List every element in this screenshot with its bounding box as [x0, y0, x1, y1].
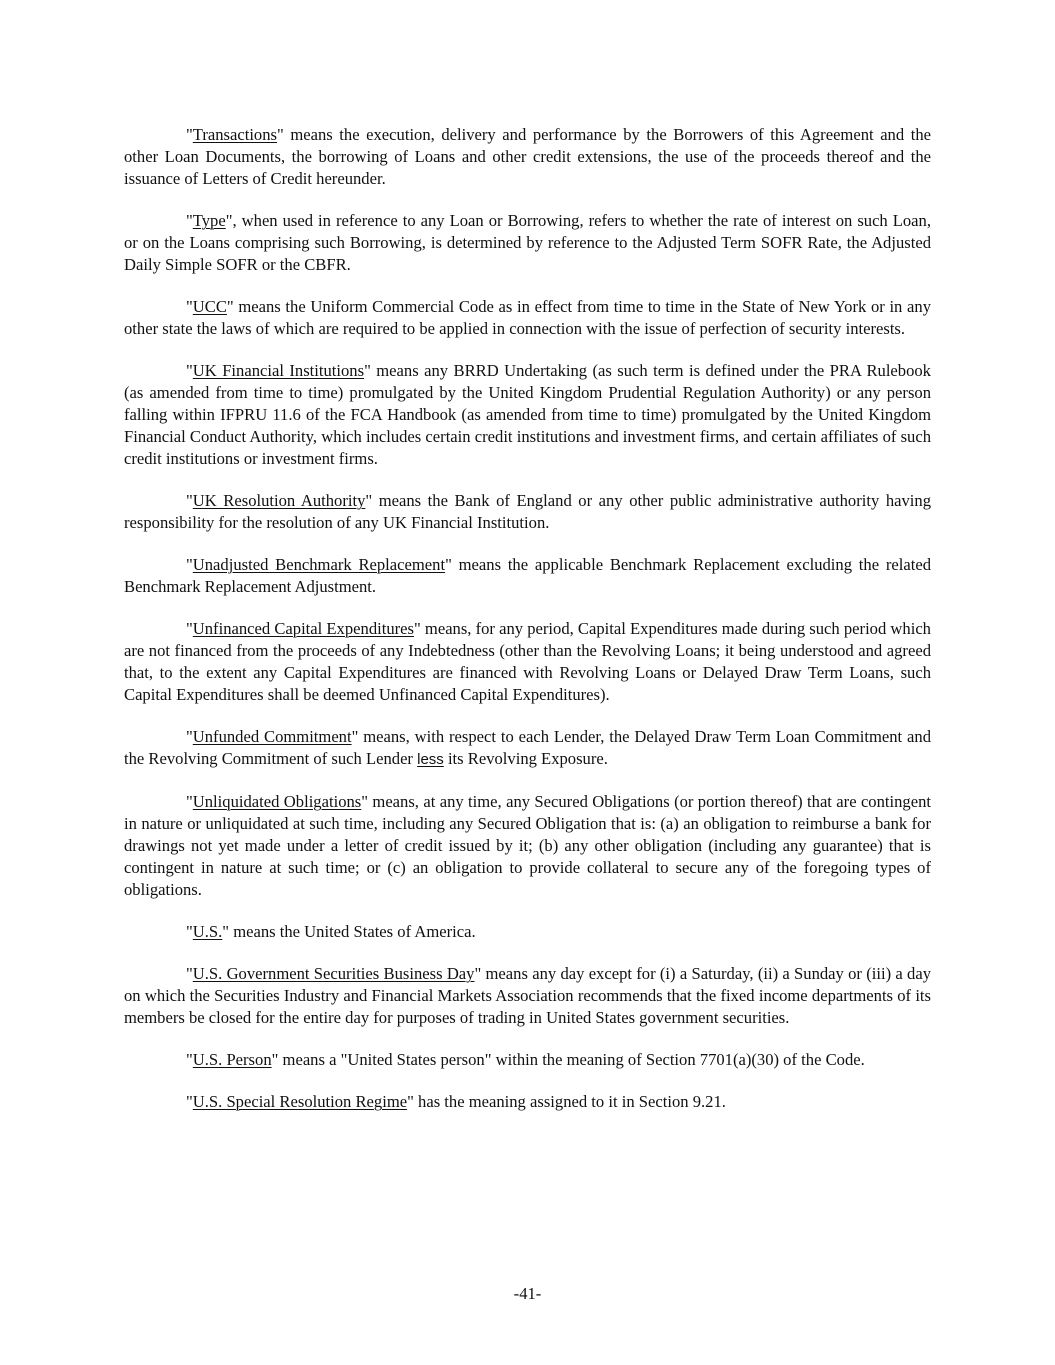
document-body — [124, 124, 931, 1133]
definition-text: " means the Uniform Commercial Code as in effect from time to time in the State of New York or in any other state the laws of which are required to be applied in connection with the issue of perfection of security interests. — [124, 297, 931, 338]
defined-term: UK Financial Institutions — [192, 361, 365, 380]
definition-text: " has the meaning assigned to it in Section 9.21. — [407, 1092, 726, 1111]
definition-text: ", when used in reference to any Loan or Borrowing, refers to whether the rate of interest on such Loan, or on the Loans comprising such Borrowing, is determined by reference to the Adjusted Term SOFR Rate, the Adjusted Daily Simple SOFR or the CBFR. — [124, 211, 931, 274]
defined-term: UCC — [192, 297, 227, 316]
defined-term: Unfunded Commitment — [192, 727, 352, 746]
defined-term: U.S. Person — [192, 1050, 272, 1069]
defined-term: Transactions — [192, 125, 277, 144]
definition-unfunded-commitment: "Unfunded Commitment" means, with respect to each Lender, the Delayed Draw Term Loan Commitment and the Revolving Commitment of such Lender less its Revolving Exposure. — [124, 727, 931, 768]
definition-text-after: its Revolving Exposure. — [443, 749, 608, 768]
definition-unliquidated-obligations: "Unliquidated Obligations" means, at any time, any Secured Obligations (or portion thereof) that are contingent in nature or unliquidated at such time, including any Secured Obligation that is: (a) an obligation to reimburse a bank for drawings not yet made under a letter of credit issued by it; (b) any other obligation (including any guarantee) that is contingent in nature at such time; or (c) an obligation to provide collateral to secure any of the foregoing types of obligations. — [124, 792, 931, 899]
definition-text: " means, with respect to each Lender, the Delayed Draw Term Loan Commitment and the Revolving Commitment of such Lender — [124, 727, 931, 768]
definition-us-government-securities-business-day: "U.S. Government Securities Business Day" means any day except for (i) a Saturday, (ii) a Sunday or (iii) a day on which the Securities Industry and Financial Markets Association recommends that the fixed income departments of its members be closed for the entire day for purposes of trading in United States government securities. — [124, 964, 931, 1027]
definition-ucc: "UCC" means the Uniform Commercial Code as in effect from time to time in the State of New York or in any other state the laws of which are required to be applied in connection with the issue of perfection of security interests. — [124, 297, 931, 338]
definition-type: "Type", when used in reference to any Loan or Borrowing, refers to whether the rate of interest on such Loan, or on the Loans comprising such Borrowing, is determined by reference to the Adjusted Term SOFR Rate, the Adjusted Daily Simple SOFR or the CBFR. — [124, 211, 931, 274]
page-number: -41- — [513, 1284, 542, 1303]
definition-unfinanced-capital-expenditures: "Unfinanced Capital Expenditures" means, for any period, Capital Expenditures made during such period which are not financed from the proceeds of any Indebtedness (other than the Revolving Loans; it being understood and agreed that, to the extent any Capital Expenditures are financed with Revolving Loans or Delayed Draw Term Loans, such Capital Expenditures shall be deemed Unfinanced Capital Expenditures). — [124, 619, 931, 704]
defined-term: Unfinanced Capital Expenditures — [192, 619, 414, 638]
definition-us-person: "U.S. Person" means a "United States person" within the meaning of Section 7701(a)(30) of the Code. — [186, 1050, 865, 1069]
defined-term: Unliquidated Obligations — [192, 792, 362, 811]
definition-unadjusted-benchmark-replacement: "Unadjusted Benchmark Replacement" means the applicable Benchmark Replacement excluding the related Benchmark Replacement Adjustment. — [124, 555, 931, 596]
defined-term: Type — [192, 211, 226, 230]
definition-text: " means the execution, delivery and performance by the Borrowers of this Agreement and the other Loan Documents, the borrowing of Loans and other credit extensions, the use of the proceeds thereof and the issuance of Letters of Credit hereunder. — [124, 125, 931, 188]
defined-term: Unadjusted Benchmark Replacement — [192, 555, 446, 574]
definition-us-special-resolution-regime: "U.S. Special Resolution Regime" has the meaning assigned to it in Section 9.21. — [186, 1092, 726, 1111]
definition-text: " means the United States of America. — [222, 922, 476, 941]
definition-text: " means any BRRD Undertaking (as such term is defined under the PRA Rulebook (as amended from time to time) promulgated by the United Kingdom Prudential Regulation Authority) or any person falling within IFPRU 11.6 of the FCA Handbook (as amended from time to time) promulgated by the United Kingdom Financial Conduct Authority, which includes certain credit institutions and investment firms, and certain affiliates of such credit institutions or investment firms. — [124, 361, 931, 468]
definition-text: " means a "United States person" within the meaning of Section 7701(a)(30) of the Code. — [271, 1050, 865, 1069]
defined-term: UK Resolution Authority — [192, 491, 366, 510]
definition-text: " means the Bank of England or any other public administrative authority having responsibility for the resolution of any UK Financial Institution. — [124, 491, 931, 532]
emphasis-less: less — [417, 751, 444, 768]
definition-text: " means any day except for (i) a Saturday, (ii) a Sunday or (iii) a day on which the Securities Industry and Financial Markets Association recommends that the fixed income departments of its members be closed for the entire day for purposes of trading in United States government securities. — [124, 964, 931, 1027]
defined-term: U.S. Government Securities Business Day — [192, 964, 475, 983]
definition-text: " means the applicable Benchmark Replacement excluding the related Benchmark Replacement Adjustment. — [124, 555, 931, 596]
defined-term: U.S. — [192, 922, 223, 941]
defined-term: U.S. Special Resolution Regime — [192, 1092, 408, 1111]
definition-uk-resolution-authority: "UK Resolution Authority" means the Bank of England or any other public administrative authority having responsibility for the resolution of any UK Financial Institution. — [124, 491, 931, 532]
definition-uk-financial-institutions: "UK Financial Institutions" means any BRRD Undertaking (as such term is defined under the PRA Rulebook (as amended from time to time) promulgated by the United Kingdom Prudential Regulation Authority) or any person falling within IFPRU 11.6 of the FCA Handbook (as amended from time to time) promulgated by the United Kingdom Financial Conduct Authority, which includes certain credit institutions and investment firms, and certain affiliates of such credit institutions or investment firms. — [124, 361, 931, 468]
definition-text: " means, at any time, any Secured Obligations (or portion thereof) that are contingent in nature or unliquidated at such time, including any Secured Obligation that is: (a) an obligation to reimburse a bank for drawings not yet made under a letter of credit issued by it; (b) any other obligation (including any guarantee) that is contingent in nature at such time; or (c) an obligation to provide collateral to secure any of the foregoing types of obligations. — [124, 792, 931, 899]
definition-text: " means, for any period, Capital Expenditures made during such period which are not financed from the proceeds of any Indebtedness (other than the Revolving Loans; it being understood and agreed that, to the extent any Capital Expenditures are financed with Revolving Loans or Delayed Draw Term Loans, such Capital Expenditures shall be deemed Unfinanced Capital Expenditures). — [124, 619, 931, 704]
definition-transactions: "Transactions" means the execution, delivery and performance by the Borrowers of this Agreement and the other Loan Documents, the borrowing of Loans and other credit extensions, the use of the proceeds thereof and the issuance of Letters of Credit hereunder. — [124, 125, 931, 188]
definition-us: "U.S." means the United States of America. — [186, 922, 476, 941]
